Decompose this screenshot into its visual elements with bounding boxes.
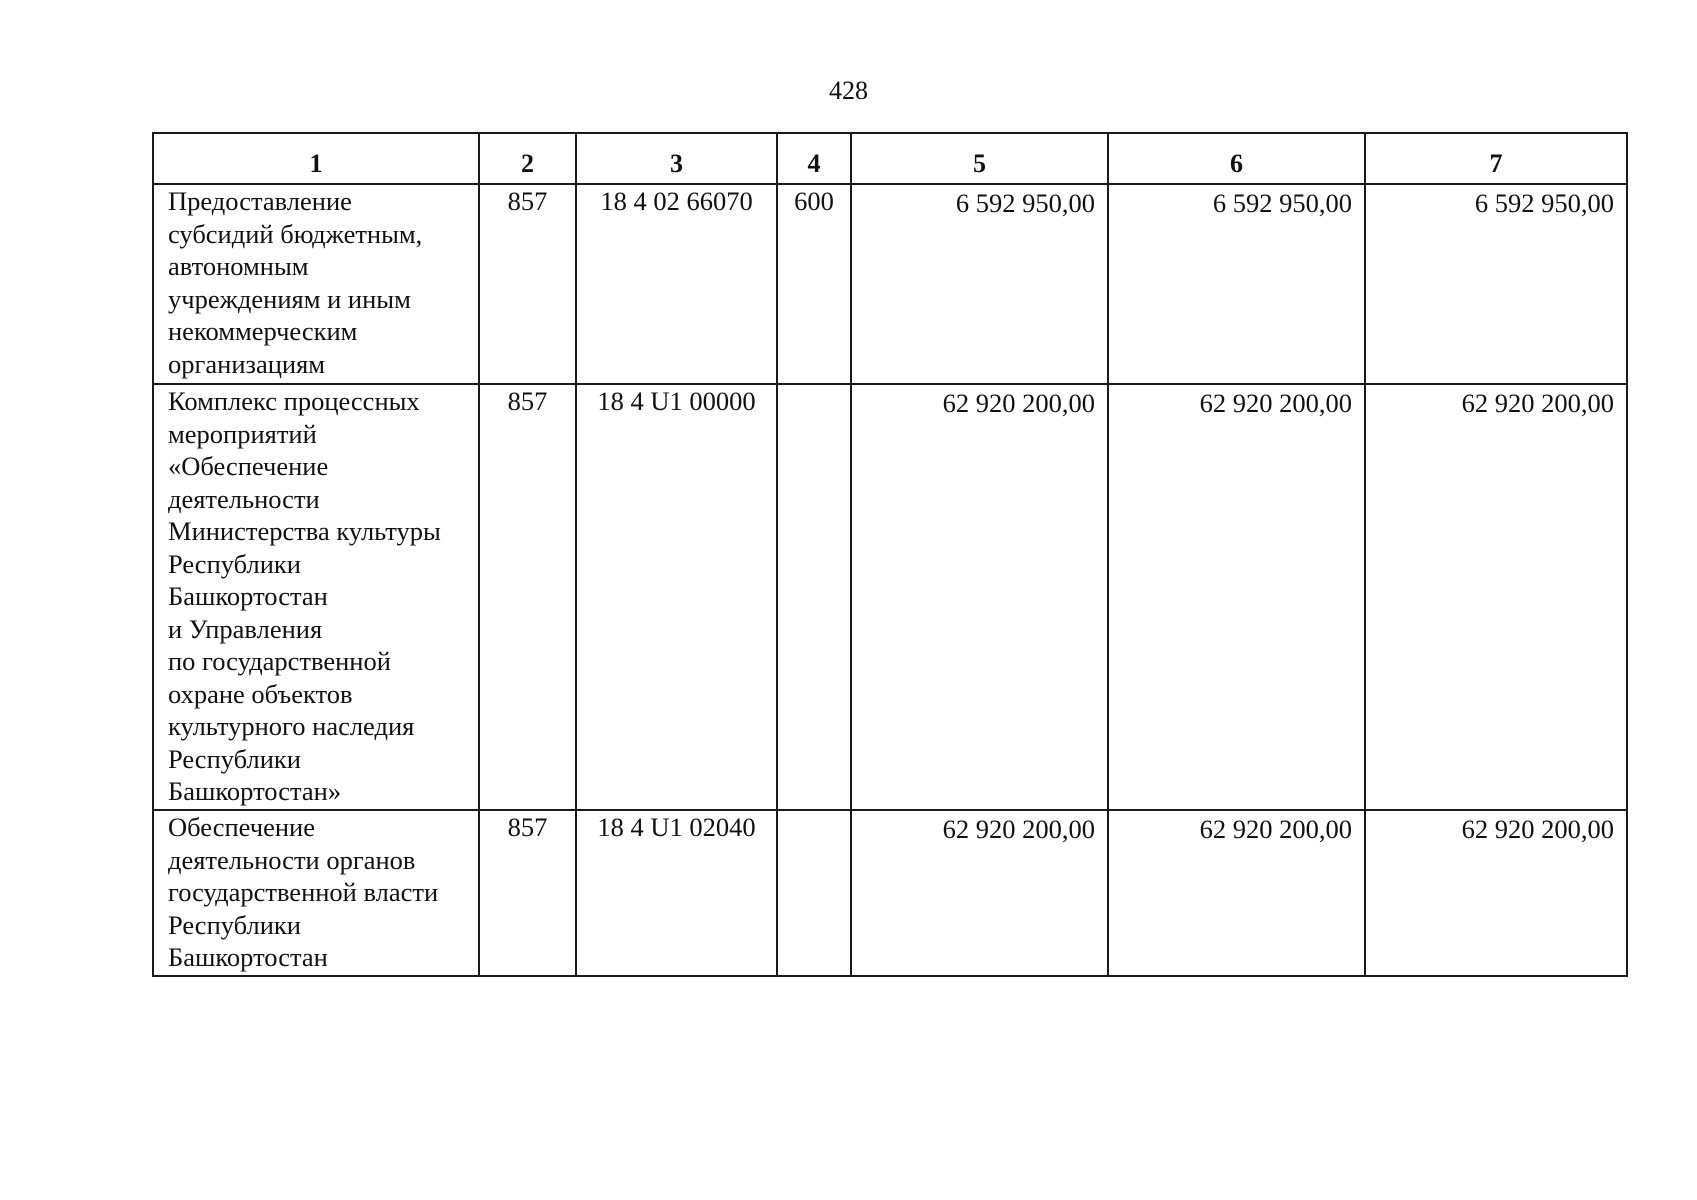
amount-col6-cell: 6 592 950,00 <box>1108 184 1365 384</box>
expense-type-cell: 600 <box>777 184 851 384</box>
column-header-2: 2 <box>479 133 576 184</box>
column-header-6: 6 <box>1108 133 1365 184</box>
row-name-text: Комплекс процессных мероприятий «Обеспечение деятельности Министерства культуры Республики Башкортостан и Управления по государственной охране объектов культурного наследия Республики Башкортостан» <box>168 386 441 806</box>
amount-col7-cell: 62 920 200,00 <box>1365 810 1627 976</box>
row-name-cell <box>153 384 479 810</box>
expense-type-cell <box>777 810 851 976</box>
column-header-7: 7 <box>1365 133 1627 184</box>
target-code-cell: 18 4 U1 02040 <box>576 810 777 976</box>
amount-col5-cell: 6 592 950,00 <box>851 184 1108 384</box>
header-row <box>153 133 1627 184</box>
column-header-3: 3 <box>576 133 777 184</box>
row-name-cell <box>153 810 479 976</box>
page-number: 428 <box>829 76 868 105</box>
row-name-text: Предоставление субсидий бюджетным, автономным учреждениям и иным некоммерческим организациям <box>168 186 423 379</box>
row-name-text: Обеспечение деятельности органов государственной власти Республики Башкортостан <box>168 812 439 972</box>
column-header-5: 5 <box>851 133 1108 184</box>
target-code-cell: 18 4 U1 00000 <box>576 384 777 810</box>
table-row <box>153 384 1627 810</box>
column-header-1: 1 <box>153 133 479 184</box>
amount-col6-cell: 62 920 200,00 <box>1108 384 1365 810</box>
amount-col7-cell: 62 920 200,00 <box>1365 384 1627 810</box>
amount-col5-cell: 62 920 200,00 <box>851 810 1108 976</box>
expense-type-cell <box>777 384 851 810</box>
ministry-code-cell: 857 <box>479 384 576 810</box>
ministry-code-cell: 857 <box>479 184 576 384</box>
amount-col5-cell: 62 920 200,00 <box>851 384 1108 810</box>
amount-col6-cell: 62 920 200,00 <box>1108 810 1365 976</box>
amount-col7-cell: 6 592 950,00 <box>1365 184 1627 384</box>
column-header-4: 4 <box>777 133 851 184</box>
table-row <box>153 184 1627 384</box>
table-row <box>153 810 1627 976</box>
ministry-code-cell: 857 <box>479 810 576 976</box>
budget-table <box>152 132 1628 977</box>
target-code-cell: 18 4 02 66070 <box>576 184 777 384</box>
row-name-cell <box>153 184 479 384</box>
